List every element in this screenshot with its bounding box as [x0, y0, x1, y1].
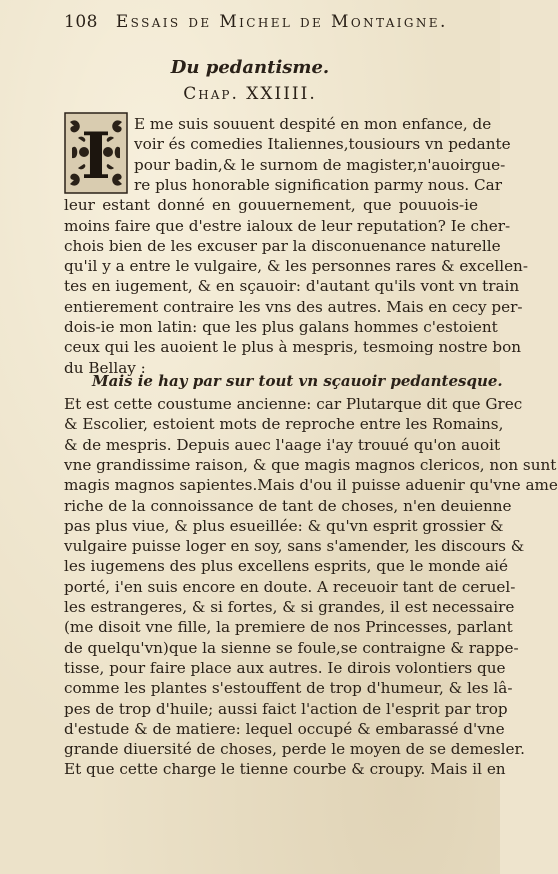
text-line: entierement contraire les vns des autres. Mais en cecy per- [64, 297, 523, 316]
text-line: de quelqu'vn)que la sienne se foule,se contraigne & rappe- [64, 638, 519, 657]
text-line: tisse, pour faire place aux autres. Ie dirois volontiers que [64, 658, 506, 677]
text-line: & de mespris. Depuis auec l'aage i'ay trouué qu'on auoit [64, 435, 501, 454]
text-line: grande diuersité de choses, perde le moyen de se demesler. [64, 740, 525, 759]
text-line: & Escolier, estoient mots de reproche entre les Romains, [64, 415, 504, 434]
text-line: vne grandissime raison, & que magis magnos clericos, non sunt [64, 455, 557, 474]
page-number: 108 [64, 12, 98, 32]
text-line: moins faire que d'estre ialoux de leur reputation? Ie cher- [64, 216, 511, 235]
text-line: pes de trop d'huile; aussi faict l'action de l'esprit par trop [64, 699, 508, 718]
text-line: riche de la connoissance de tant de choses, n'en deuienne [64, 496, 512, 515]
text-line: E me suis souuent despité en mon enfance, de [134, 115, 492, 133]
text-line: vulgaire puisse loger en soy, sans s'amender, les discours & [64, 537, 525, 556]
text-line: leur estant donné en gouuernement, que pouuois-ie [64, 196, 478, 215]
text-line: d'estude & de matiere: lequel occupé & embarassé d'vne [64, 719, 505, 738]
verse-quotation: Mais ie hay par sur tout vn sçauoir pedantesque. [92, 372, 503, 390]
text-line: qu'il y a entre le vulgaire, & les personnes rares & excellen- [64, 257, 528, 276]
text-line: Et que cette charge le tienne courbe & croupy. Mais il en [64, 760, 506, 779]
text-line: Et est cette coustume ancienne: car Plutarque dit que Grec [64, 395, 523, 413]
text-line: les iugemens des plus excellens esprits, que le monde aié [64, 557, 509, 576]
text-line: chois bien de les excuser par la disconuenance naturelle [64, 236, 501, 255]
text-line: (me disoit vne fille, la premiere de nos Princesses, parlant [64, 618, 513, 637]
text-line: ceux qui les auoient le plus à mespris, tesmoing nostre bon [64, 338, 522, 357]
text-line: pas plus viue, & plus esueillée: & qu'vn esprit grossier & [64, 516, 504, 535]
text-line: les estrangeres, & si fortes, & si grandes, il est necessaire [64, 598, 515, 616]
running-title: Essais de Michel de Montaigne. [115, 12, 448, 32]
ornamental-drop-cap [64, 112, 128, 194]
text-line: tes en iugement, & en sçauoir: d'autant qu'ils vont vn train [64, 277, 520, 296]
text-line: dois-ie mon latin: que les plus galans hommes c'estoient [64, 318, 498, 336]
drop-cap-letter: I [81, 119, 111, 194]
text-line: porté, i'en suis encore en doute. A receuoir tant de ceruel- [64, 577, 516, 596]
text-line: re plus honorable signification parmy nous. Car [134, 175, 502, 194]
chapter-number: Chap. XXIIII. [183, 84, 317, 104]
text-line: pour badin,& le surnom de magister,n'auoirgue- [134, 155, 506, 174]
text-line: comme les plantes s'estouffent de trop d'humeur, & les lâ- [64, 679, 513, 698]
text-line: voir és comedies Italiennes,tousiours vn pedante [134, 135, 511, 154]
running-header [64, 12, 460, 32]
text-line: magis magnos sapientes.Mais d'ou il puisse aduenir qu'vne ame [64, 476, 558, 495]
text-line: du Bellay : [64, 358, 146, 377]
chapter-title: Du pedantisme. [170, 57, 330, 78]
